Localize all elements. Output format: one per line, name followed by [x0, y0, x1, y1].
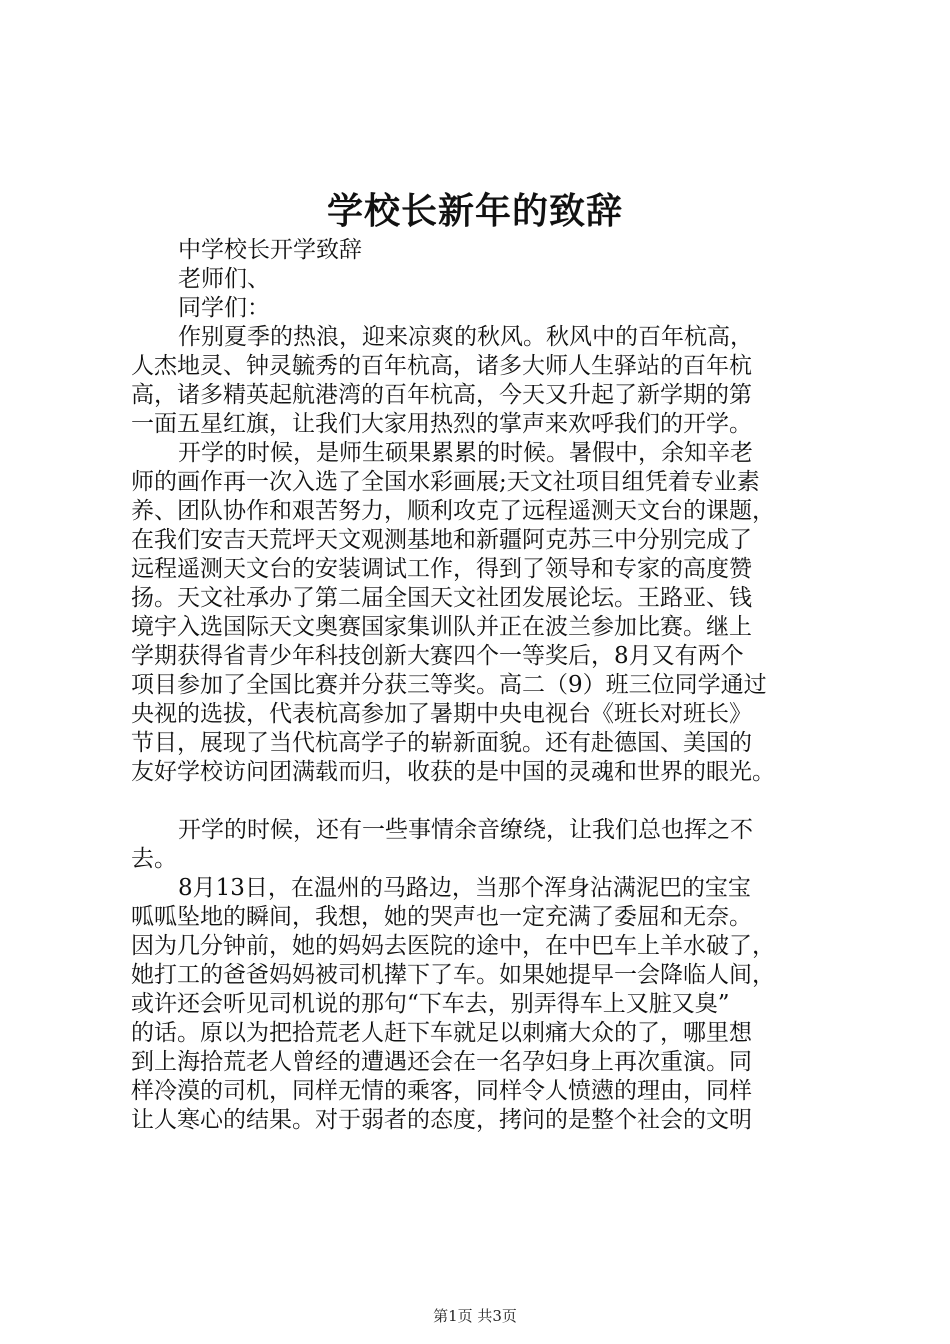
text-line: 她打工的爸爸妈妈被司机撵下了车。如果她提早一会降临人间，	[131, 962, 775, 988]
text-line: 同学们：	[178, 295, 270, 321]
text-line: 作别夏季的热浪，迎来凉爽的秋风。秋风中的百年杭高，	[178, 324, 753, 350]
text-line: 样冷漠的司机，同样无情的乘客，同样令人愤懑的理由，同样	[131, 1078, 752, 1104]
text-line: 学期获得省青少年科技创新大赛四个一等奖后，8月又有两个	[131, 643, 744, 669]
text-line: 扬。天文社承办了第二届全国天文社团发展论坛。王路亚、钱	[131, 585, 752, 611]
text-line: 开学的时候，还有一些事情余音缭绕，让我们总也挥之不	[178, 817, 753, 843]
text-line: 中学校长开学致辞	[178, 237, 362, 263]
text-line: 一面五星红旗，让我们大家用热烈的掌声来欢呼我们的开学。	[131, 411, 752, 437]
text-line: 师的画作再一次入选了全国水彩画展;天文社项目组凭着专业素	[131, 469, 760, 495]
text-line: 在我们安吉天荒坪天文观测基地和新疆阿克苏三中分别完成了	[131, 527, 752, 553]
text-line: 或许还会听见司机说的那句“下车去，别弄得车上又脏又臭”	[131, 991, 730, 1017]
text-line: 远程遥测天文台的安装调试工作，得到了领导和专家的高度赞	[131, 556, 752, 582]
document-title: 学校长新年的致辞	[326, 190, 623, 232]
text-line: 8月13日，在温州的马路边，当那个浑身沾满泥巴的宝宝	[178, 875, 751, 901]
text-line: 央视的选拔，代表杭高参加了暑期中央电视台《班长对班长》	[131, 701, 752, 727]
text-line: 到上海拾荒老人曾经的遭遇还会在一名孕妇身上再次重演。同	[131, 1049, 752, 1075]
text-line: 节目，展现了当代杭高学子的崭新面貌。还有赴德国、美国的	[131, 730, 752, 756]
document-body	[131, 236, 836, 1135]
text-line: 开学的时候，是师生硕果累累的时候。暑假中，余知辛老	[178, 440, 753, 466]
text-line: 养、团队协作和艰苦努力，顺利攻克了远程遥测天文台的课题，	[131, 498, 775, 524]
page-footer: 第1页 共3页	[433, 1307, 517, 1325]
text-line: 去。	[131, 846, 177, 872]
text-line: 人杰地灵、钟灵毓秀的百年杭高，诸多大师人生驿站的百年杭	[131, 353, 752, 379]
text-line: 项目参加了全国比赛并分获三等奖。高二（9）班三位同学通过	[131, 672, 767, 698]
text-line: 老师们、	[178, 266, 270, 292]
text-line: 境宇入选国际天文奥赛国家集训队并正在波兰参加比赛。继上	[131, 614, 752, 640]
text-line: 呱呱坠地的瞬间，我想，她的哭声也一定充满了委屈和无奈。	[131, 904, 752, 930]
text-line: 友好学校访问团满载而归，收获的是中国的灵魂和世界的眼光。	[131, 759, 775, 785]
text-line: 的话。原以为把拾荒老人赶下车就足以刺痛大众的了，哪里想	[131, 1020, 752, 1046]
text-line: 高，诸多精英起航港湾的百年杭高，今天又升起了新学期的第	[131, 382, 752, 408]
blank-line	[131, 787, 836, 816]
text-line: 让人寒心的结果。对于弱者的态度，拷问的是整个社会的文明	[131, 1107, 752, 1133]
text-line: 因为几分钟前，她的妈妈去医院的途中，在中巴车上羊水破了，	[131, 933, 775, 959]
